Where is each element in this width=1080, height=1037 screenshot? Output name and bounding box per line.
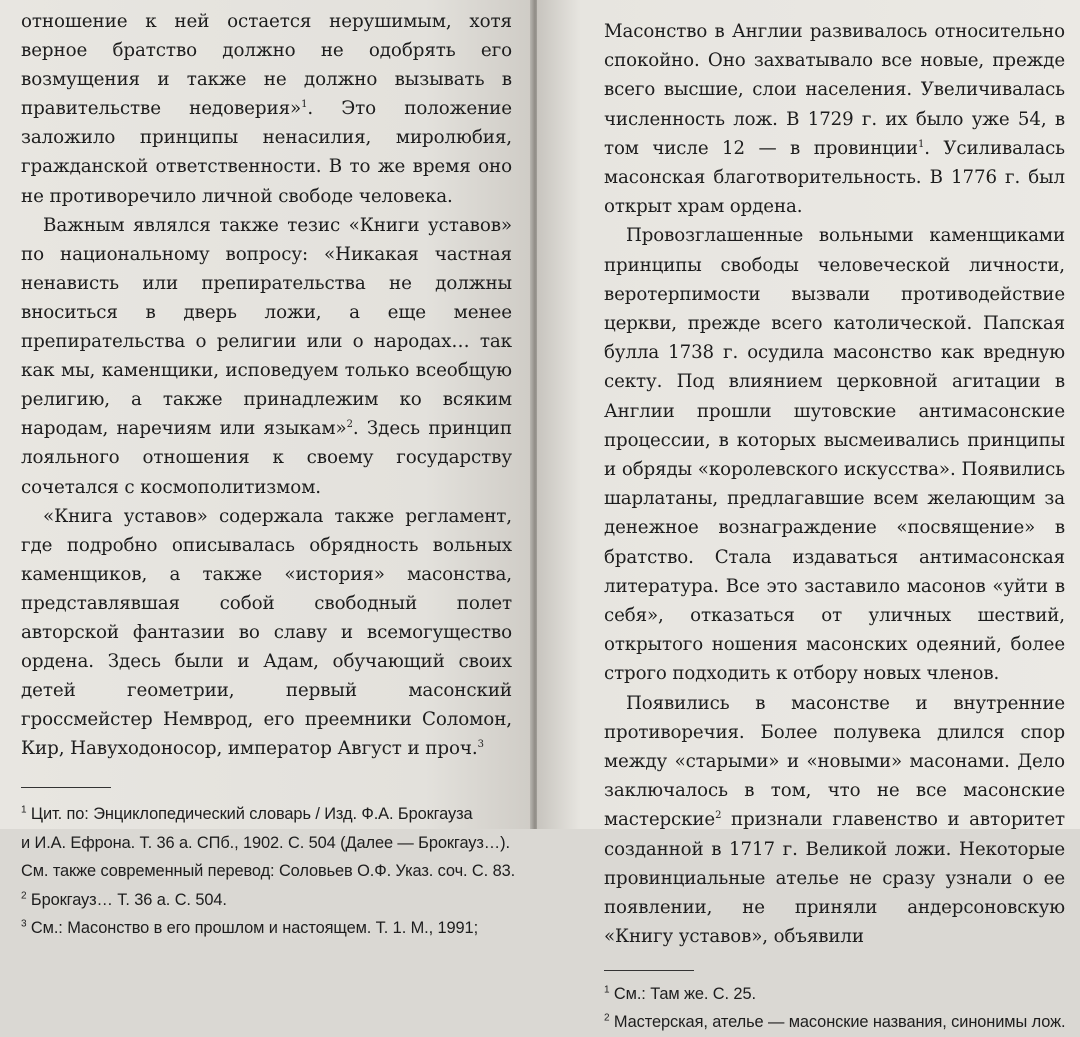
footnote-ref: 2 [715, 810, 722, 822]
footnote: $^3$ См.: Масонство в его прошлом и настоящем. Т. 1. М., 1991; [21, 918, 479, 938]
footnote: $^2$ Брокгауз… Т. 36 а. С. 504. [21, 890, 227, 909]
left-page [0, 0, 532, 938]
footnote: $^1$ См.: Там же. С. 25. [604, 984, 756, 1003]
paragraph: Провозглашенные вольными каменщиками принципы свободы человеческой личности, веротерпимости вызвали противодействие церкви, прежде всего католической. Папская булла 1738 г. осудила масонство как вредную секту. Под влиянием церковной агитации в Англии прошли шутовские антимасонские процессии, в которых высмеивались принципы и обряды «королевского искусства». Появились шарлатаны, предлагавшие всем желающим за денежное вознаграждение «посвящение» в братство. Стала издаваться антимасонская литература. Все это заставило масонов «уйти в себя», отказаться от уличных шествий, открытого ношения масонских одеяний, более строго подходить к отбору новых членов. [604, 225, 1065, 685]
paragraph: Появились в масонстве и внутренние противоречия. Более полувека длился спор между «старыми» и «новыми» масонами. Дело заключалось в том, что не все масонские мастерские$^2$ признали главенство и авторитет созданной в 1717 г. Великой ложи. Некоторые провинциальные ателье не сразу узнали о ее появлении, не приняли андерсоновскую «Книгу уставов», объявили [604, 692, 1065, 948]
paragraph: отношение к ней остается нерушимым, хотя верное братство должно не одобрять его возмущения и также не должно вызывать в правительстве недоверия»$^1$. Это положение заложило принципы ненасилия, миролюбия, гражданской ответственности. В то же время оно не противоречило личной свободе человека. [21, 11, 512, 207]
footnote-ref: 1 [301, 99, 308, 111]
footnote-divider [604, 970, 694, 971]
footnote: $^1$ Цит. по: Энциклопедический словарь / Изд. Ф.А. Брокгауза [21, 804, 473, 824]
right-footnotes [604, 980, 1065, 1037]
footnote: См. также современный перевод: Соловьев О.Ф. Указ. соч. С. 83. [21, 862, 516, 881]
footnote-ref: 2 [346, 419, 353, 431]
right-page [537, 0, 1080, 1031]
footnote: и И.А. Ефрона. Т. 36 а. СПб., 1902. С. 504 (Далее — Брокгауз…). [21, 833, 510, 852]
paragraph: Важным являлся также тезис «Книги уставов» по национальному вопросу: «Никакая частная ненависть или препирательства не должны вноситься в дверь ложи, а еще менее препирательства о религии или о народах… так как мы, каменщики, исповедуем только всеобщую религию, а также принадлежим ко всяким народам, наречиям или языкам»$^2$. Здесь принцип лояльного отношения к своему государству сочетался с космополитизмом. [21, 214, 512, 498]
right-body-text [604, 17, 1065, 952]
footnote: $^2$ Мастерская, ателье — масонские названия, синонимы лож. [604, 1012, 1066, 1031]
paragraph: «Книга уставов» содержала также регламент, где подробно описывалась обрядность вольных каменщиков, а также «история» масонства, представлявшая собой свободный полет авторской фантазии во славу и всемогущество ордена. Здесь были и Адам, обучающий своих детей геометрии, первый масонский гроссмейстер Немврод, его преемники Соломон, Кир, Навуходоносор, император Август и проч.$^3$ [21, 505, 512, 760]
left-footnotes [21, 800, 516, 943]
footnote-divider [21, 787, 111, 788]
paragraph: Масонство в Англии развивалось относительно спокойно. Оно захватывало все новые, прежде всего высшие, слои населения. Увеличивалась численность лож. В 1729 г. их было уже 54, в том числе 12 — в провинции$^1$. Усиливалась масонская благотворительность. В 1776 г. был открыт храм ордена. [604, 21, 1065, 218]
footnote-ref: 3 [477, 739, 484, 751]
footnote-ref: 1 [917, 138, 925, 150]
left-body-text [21, 7, 512, 763]
